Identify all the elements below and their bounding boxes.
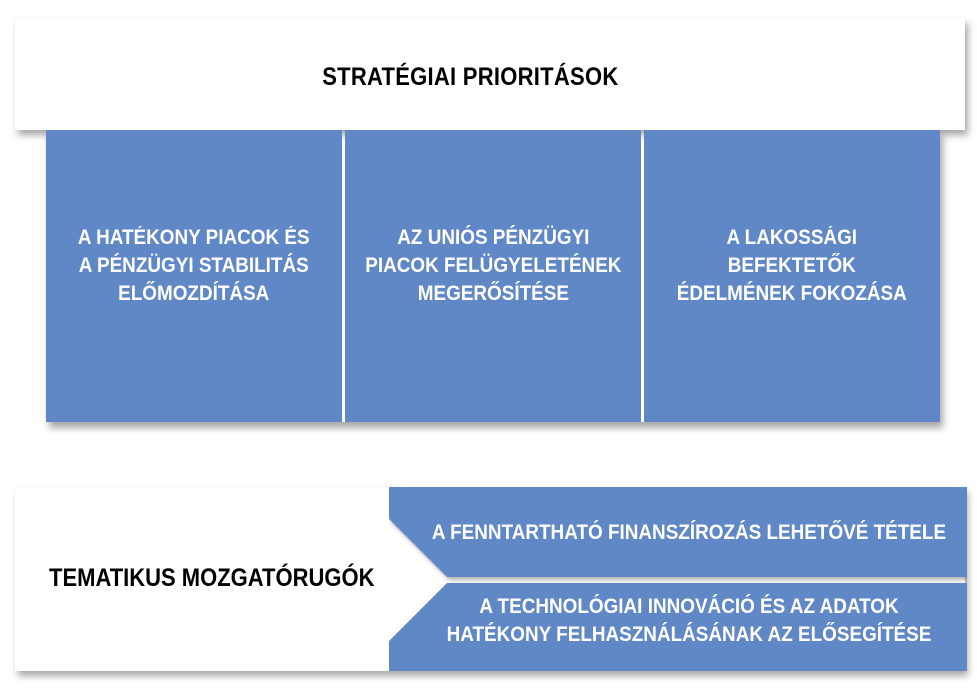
driver-label-1: A FENNTARTHATÓ FINANSZÍROZÁS LEHETŐVÉ TÉTELE <box>431 521 947 544</box>
priority-box-2 <box>345 130 641 422</box>
priority-label-2: AZ UNIÓS PÉNZÜGYI PIACOK FELÜGYELETÉNEK MEGERŐSÍTÉSE <box>364 226 622 305</box>
thematic-drivers-title: TEMATIKUS MOZGATÓRUGÓK <box>49 564 375 592</box>
priority-label-3: A LAKOSSÁGI BEFEKTETŐK ÉDELMÉNEK FOKOZÁSA <box>677 226 907 305</box>
driver-label-2: A TECHNOLÓGIAI INNOVÁCIÓ ÉS AZ ADATOK HATÉKONY FELHASZNÁLÁSÁNAK AZ ELŐSEGÍTÉSE <box>446 595 932 646</box>
priority-box-3 <box>644 130 940 422</box>
strategic-priorities-title: STRATÉGIAI PRIORITÁSOK <box>321 62 619 91</box>
strategic-priorities-header <box>15 18 965 130</box>
priority-label-1: A HATÉKONY PIACOK ÉS A PÉNZÜGYI STABILITÁS ELŐMOZDÍTÁSA <box>78 226 310 305</box>
priority-box-1 <box>46 130 342 422</box>
priorities-row <box>46 130 940 422</box>
